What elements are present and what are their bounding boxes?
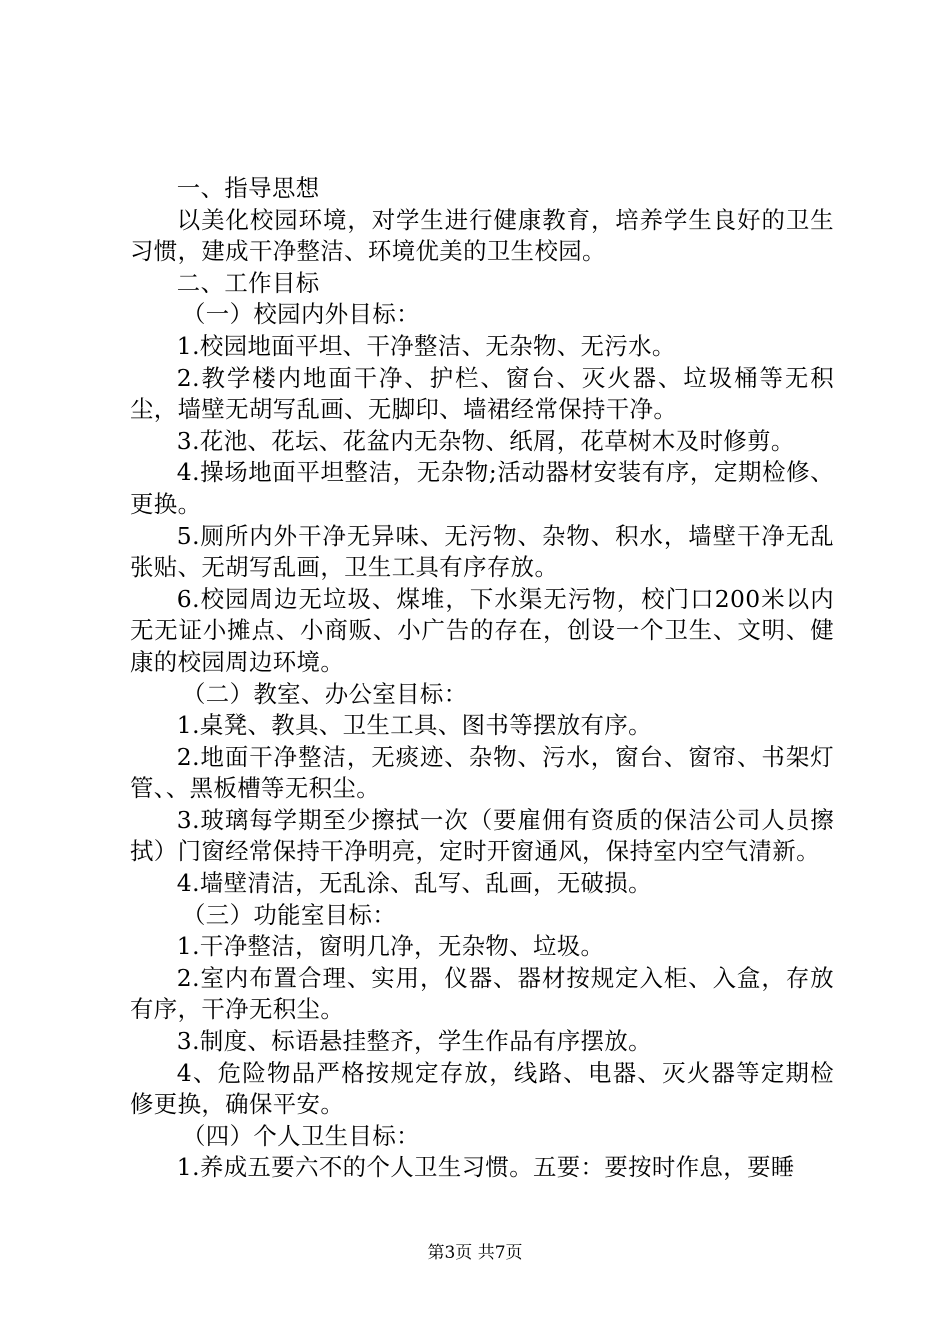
list-item: 4.墙壁清洁，无乱涂、乱写、乱画，无破损。	[176, 869, 652, 898]
subsection-heading-function-room-goals: （三）功能室目标：	[182, 900, 397, 929]
list-item: 1.干净整洁，窗明几净，无杂物、垃圾。	[176, 932, 605, 961]
paragraph: 以美化校园环境，对学生进行健康教育，培养学生良好的卫生习惯，建成干净整洁、环境优美的卫生校园。	[130, 205, 834, 266]
list-item: 2.地面干净整洁，无痰迹、杂物、污水，窗台、窗帘、书架灯管、、黑板槽等无积尘。	[130, 742, 834, 803]
section-heading-work-goals: 二、工作目标	[176, 268, 320, 297]
page-number-footer: 第3页 共7页	[427, 1243, 523, 1263]
list-item: 3.花池、花坛、花盆内无杂物、纸屑，花草树木及时修剪。	[176, 426, 795, 455]
list-item: 4、危险物品严格按规定存放，线路、电器、灭火器等定期检修更换，确保平安。	[130, 1058, 834, 1119]
list-item: 3.玻璃每学期至少擦拭一次（要雇佣有资质的保洁公司人员擦拭）门窗经常保持干净明亮，定时开窗通风，保持室内空气清新。	[130, 805, 834, 866]
list-item: 5.厕所内外干净无异味、无污物、杂物、积水，墙壁干净无乱张贴、无胡写乱画，卫生工具有序存放。	[130, 521, 834, 582]
list-item: 6.校园周边无垃圾、煤堆，下水渠无污物，校门口200米以内无无证小摊点、小商贩、小广告的存在，创设一个卫生、文明、健康的校园周边环境。	[130, 584, 834, 676]
list-item: 2.室内布置合理、实用，仪器、器材按规定入柜、入盒，存放有序，干净无积尘。	[130, 963, 834, 1024]
list-item: 1.桌凳、教具、卫生工具、图书等摆放有序。	[176, 711, 652, 740]
list-item: 4.操场地面平坦整洁，无杂物;活动器材安装有序，定期检修、更换。	[130, 458, 834, 518]
subsection-heading-classroom-goals: （二）教室、办公室目标：	[182, 679, 468, 708]
section-heading-guiding-ideology: 一、指导思想	[176, 174, 320, 202]
document-body	[130, 173, 834, 1184]
subsection-heading-personal-hygiene-goals: （四）个人卫生目标：	[182, 1121, 420, 1150]
list-item: 1.养成五要六不的个人卫生习惯。五要：要按时作息，要睡	[176, 1153, 795, 1182]
list-item: 2.教学楼内地面干净、护栏、窗台、灭火器、垃圾桶等无积尘，墙壁无胡写乱画、无脚印、墙裙经常保持干净。	[130, 363, 834, 424]
list-item: 3.制度、标语悬挂整齐，学生作品有序摆放。	[176, 1027, 652, 1056]
list-item: 1.校园地面平坦、干净整洁、无杂物、无污水。	[176, 331, 676, 360]
subsection-heading-campus-goals: （一）校园内外目标：	[182, 300, 420, 329]
